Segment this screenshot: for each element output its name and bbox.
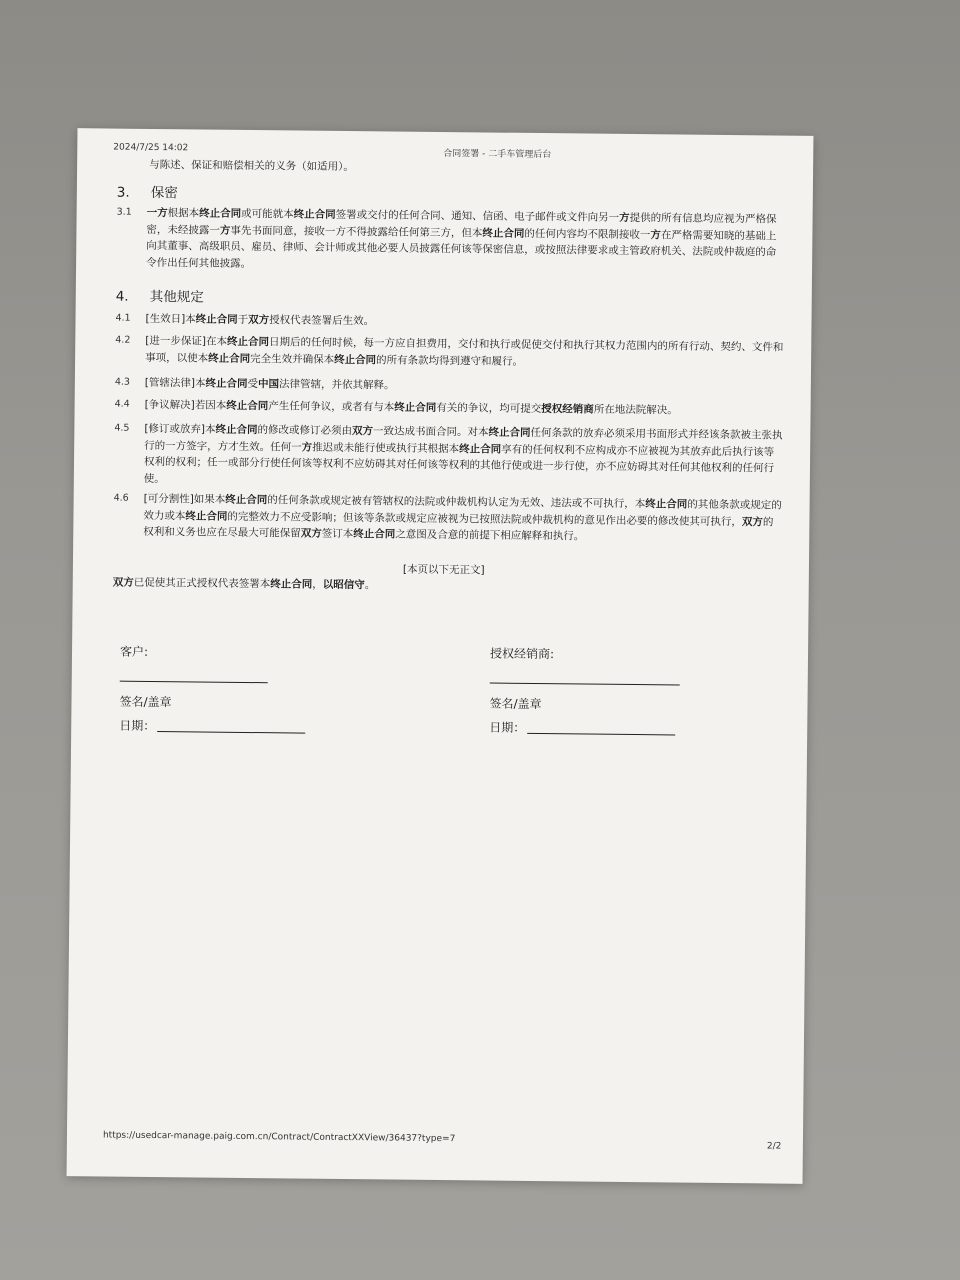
customer-sign-label: 签名/盖章 (119, 694, 172, 710)
clause-number: 3.1 (116, 206, 132, 218)
clause-number: 4.1 (115, 312, 131, 324)
print-datetime: 2024/7/25 14:02 (113, 142, 189, 154)
clause-text: [可分割性]如果本终止合同的任何条款或规定被有管辖权的法院或仲裁机构认定为无效、违法或不可执行，本终止合同的其他条款或规定的效力或本终止合同的完整效力不应受影响；但该等条款或规定应被视为已按照法院或仲裁机构的意见作出必要的修改使其可执行，双方的权利和义务也应在尽最大可能保留双方签订本终止合同之意图及合意的前提下相应解释和执行。 (143, 492, 782, 543)
dealer-signature-line (490, 683, 680, 686)
section-number: 3. (116, 184, 130, 201)
customer-date-line (157, 731, 305, 734)
dealer-label: 授权经销商: (489, 646, 555, 662)
clause-text: 一方根据本终止合同或可能就本终止合同签署或交付的任何合同、通知、信函、电子邮件或文件向另一方提供的所有信息均应视为严格保密，未经披露一方事先书面同意，接收一方不得披露给任何第三方，但本终止合同的任何内容均不限制接收一方在严格需要知晓的基础上向其董事、高级职员、雇员、律师、会计师或其他必要人员披露任何该等保密信息，或按照法律要求或主管政府机关、法院或仲裁庭的命令作出任何其他披露。 (146, 206, 777, 270)
footer-url: https://usedcar-manage.paig.com.cn/Contract/ContractXXView/36437?type=7 (102, 1130, 456, 1145)
section-title: 保密 (150, 184, 178, 202)
clause-4-4 (115, 397, 785, 421)
dealer-sign-label: 签名/盖章 (489, 696, 542, 712)
dealer-date-line (527, 733, 675, 736)
section-number: 4. (115, 288, 129, 305)
clause-4-3 (115, 375, 785, 399)
section-title: 其他规定 (149, 288, 204, 306)
printed-page (67, 128, 814, 1184)
clause-4-1 (115, 311, 785, 335)
print-page-title: 合同签署 - 二手车管理后台 (443, 149, 552, 161)
clause-4-6 (113, 491, 783, 548)
clause-3-1 (116, 205, 787, 278)
clause-4-2 (115, 333, 785, 373)
clause-text: [进一步保证]在本终止合同日期后的任何时候，每一方应自担费用，交付和执行或促使交付和执行其权力范围内的所有行动、契约、文件和事项，以使本终止合同完全生效并确保本终止合同的所有条款均得到遵守和履行。 (145, 334, 784, 368)
closing-statement: 双方已促使其正式授权代表签署本终止合同，以昭信守。 (112, 576, 376, 592)
clause-text: [争议解决]若因本终止合同产生任何争议，或者有与本终止合同有关的争议，均可提交授权经销商所在地法院解决。 (144, 398, 678, 417)
clause-text: [管辖法律]本终止合同受中国法律管辖，并依其解释。 (144, 376, 395, 392)
footer-page-number: 2/2 (766, 1141, 782, 1152)
clause-number: 4.5 (114, 422, 130, 434)
clause-4-5 (114, 421, 785, 494)
clause-text: [修订或放弃]本终止合同的修改或修订必须由双方一致达成书面合同。对本终止合同任何条款的放弃必须采用书面形式并经该条款被主张执行的一方签字，方才生效。任何一方推迟或未能行使或执行其根据本终止合同享有的任何权利不应构成亦不应被视为其放弃此后执行该等权利的权利；任一或部分行使任何该等权利不应妨碍其对任何该等权利的其他行使或进一步行使，亦不应妨碍其对任何其他权利的任何行使。 (143, 422, 783, 485)
section-3-heading (117, 181, 178, 202)
clause-number: 4.3 (114, 376, 131, 388)
clause-number: 4.2 (115, 334, 131, 346)
customer-signature-line (120, 681, 268, 684)
no-more-text-marker: [本页以下无正文] (402, 563, 485, 577)
carry-over-text: 与陈述、保证和赔偿相关的义务（如适用）。 (149, 158, 354, 174)
customer-label: 客户: (119, 644, 149, 659)
clause-text: [生效日]本终止合同于双方授权代表签署后生效。 (145, 312, 375, 328)
dealer-date-label: 日期： (489, 720, 526, 735)
section-4-heading (116, 285, 204, 306)
clause-number: 4.4 (114, 398, 130, 410)
clause-number: 4.6 (113, 492, 129, 504)
customer-date-label: 日期： (119, 718, 156, 734)
